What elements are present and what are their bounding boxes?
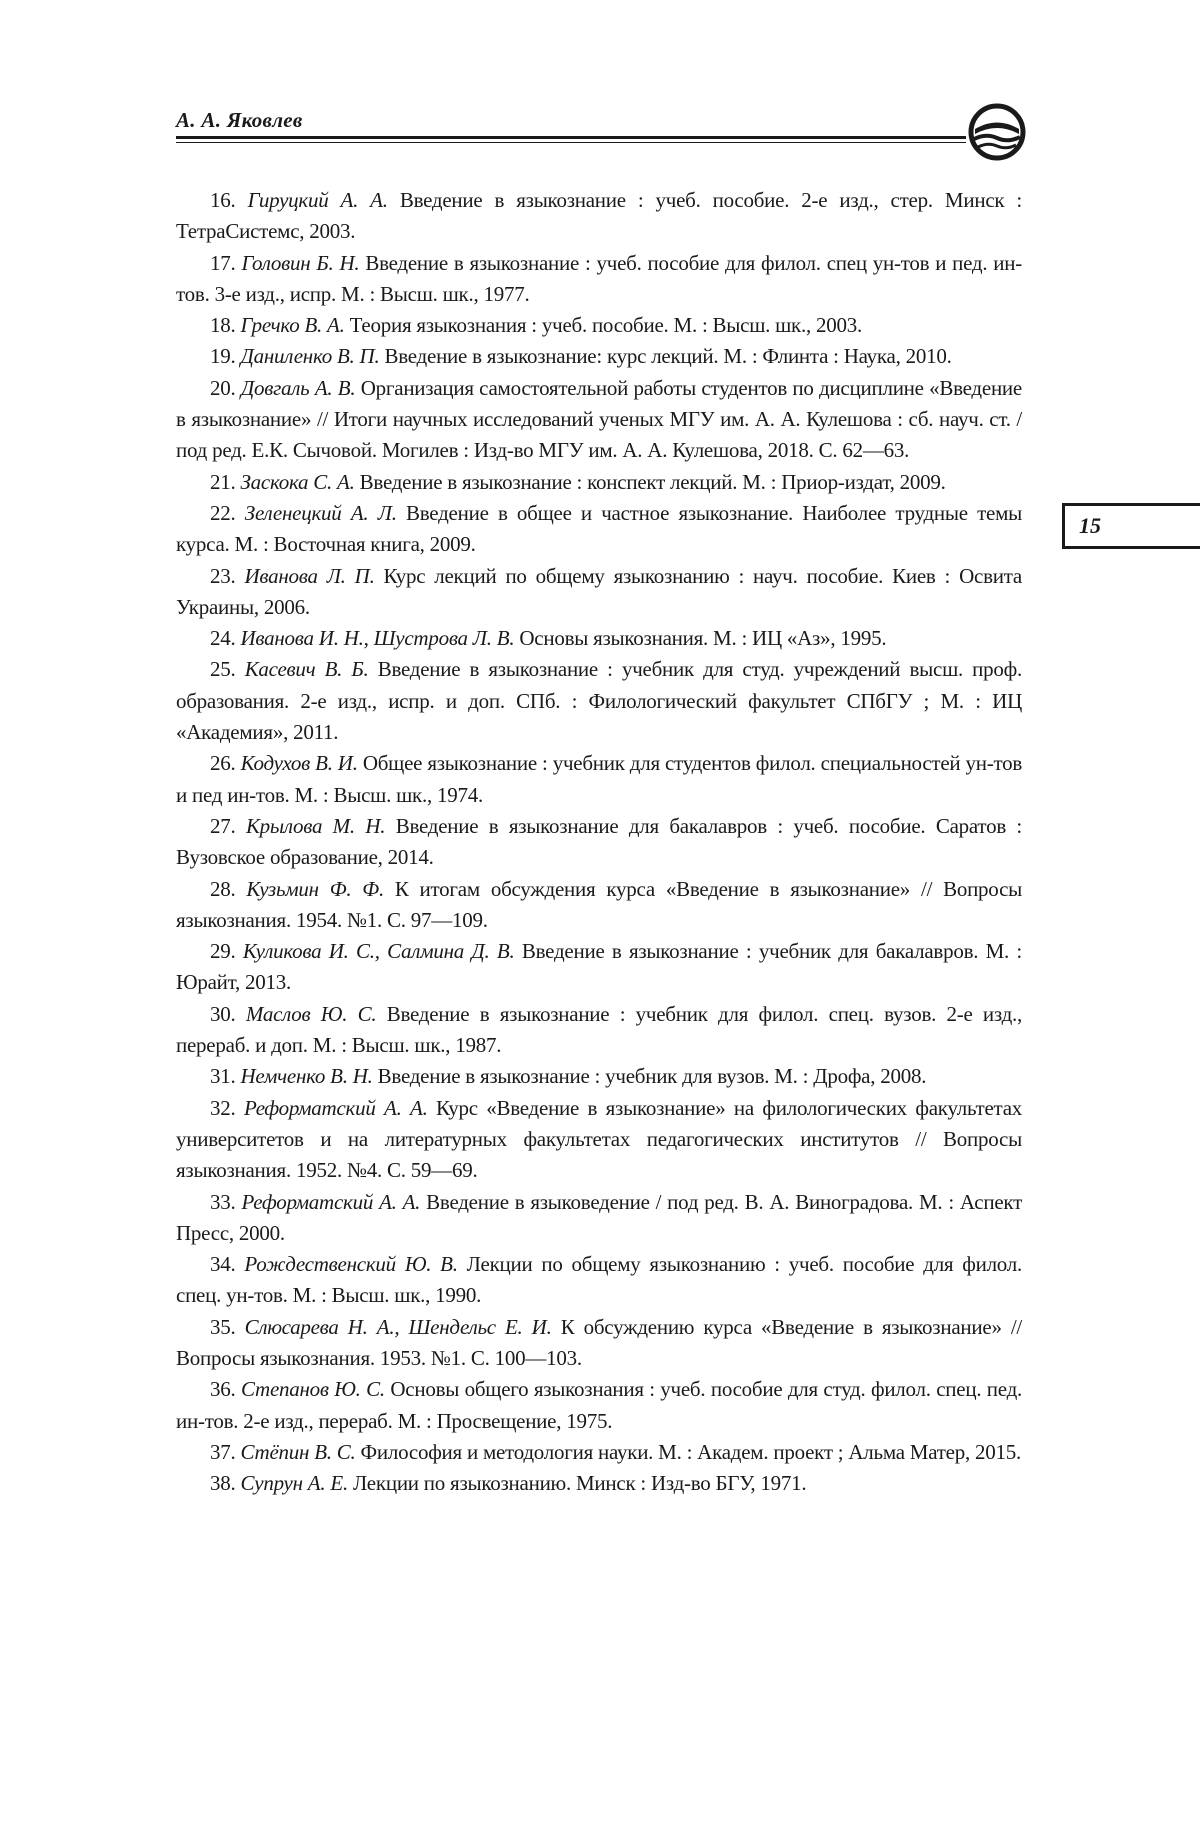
reference-number: 17. (210, 250, 236, 275)
reference-item (176, 561, 1022, 624)
reference-text: Введение в языкознание для бакалавров : учеб. пособие. Саратов : Вузовское образование, 2014. (176, 813, 1023, 870)
reference-number: 34. (210, 1252, 236, 1277)
reference-item (176, 373, 1022, 467)
reference-item (176, 341, 1022, 372)
reference-author: Даниленко В. П. (240, 344, 380, 369)
reference-number: 26. (210, 751, 236, 776)
reference-text: Введение в языкознание : учеб. пособие для филол. спец ун-тов и пед. ин-тов. 3-е изд., испр. М. : Высш. шк., 1977. (176, 250, 1023, 306)
reference-number: 18. (210, 313, 236, 338)
reference-item (176, 467, 1022, 498)
reference-item (176, 248, 1022, 311)
page-number-tab (1062, 503, 1200, 549)
reference-number: 35. (210, 1314, 236, 1339)
reference-author: Реформатский А. А. (241, 1189, 421, 1214)
reference-number: 36. (210, 1377, 236, 1402)
reference-number: 32. (210, 1095, 236, 1120)
reference-item (176, 623, 1022, 654)
reference-number: 37. (210, 1439, 236, 1464)
reference-list (176, 185, 1022, 1499)
reference-author: Заскока С. А. (240, 469, 355, 494)
publisher-logo-icon (966, 102, 1028, 162)
reference-text: Общее языкознание : учебник для студентов филол. специальностей ун-тов и пед ин-тов. М. : Высш. шк., 1974. (176, 751, 1023, 807)
reference-text: Лекции по языкознанию. Минск : Изд-во БГУ, 1971. (352, 1471, 807, 1496)
reference-number: 31. (210, 1064, 236, 1089)
reference-item (176, 310, 1022, 341)
reference-number: 28. (210, 876, 236, 901)
reference-number: 24. (210, 626, 236, 651)
reference-item (176, 936, 1022, 999)
reference-author: Слюсарева Н. А., Шендельс Е. И. (244, 1314, 552, 1339)
reference-author: Зеленецкий А. Л. (244, 500, 397, 525)
header-rule-thin (176, 142, 966, 143)
reference-item (176, 1374, 1022, 1437)
reference-text: Организация самостоятельной работы студентов по дисциплине «Введение в языкознание» // Итоги научных исследований ученых МГУ им. А. А. Кулешова : сб. науч. ст. / под ред. Е.К. Сычовой. Могилев : Изд-во МГУ им. А. А. Кулешова, 2018. С. 62—63. (176, 375, 1022, 463)
reference-author: Гречко В. А. (240, 313, 345, 338)
reference-author: Гируцкий А. А. (247, 188, 388, 212)
reference-number: 27. (210, 813, 236, 838)
reference-text: Введение в языкознание : учебник для филол. спец. вузов. 2-е изд., перераб. и доп. М. : Высш. шк., 1987. (176, 1001, 1023, 1058)
reference-author: Супрун А. Е. (240, 1471, 348, 1496)
reference-item (176, 874, 1022, 937)
reference-number: 16. (210, 188, 236, 212)
reference-item (176, 811, 1022, 874)
page-header (176, 102, 1024, 160)
reference-text: Курс «Введение в языкознание» на филологических факультетах университетов и на литературных факультетах педагогических институтов // Вопросы языкознания. 1952. №4. С. 59—69. (176, 1095, 1023, 1183)
reference-text: Введение в языковедение / под ред. В. А. Виноградова. М. : Аспект Пресс, 2000. (176, 1189, 1023, 1245)
reference-item (176, 1061, 1022, 1092)
reference-text: Введение в языкознание : конспект лекций. М. : Приор-издат, 2009. (359, 469, 946, 494)
reference-text: Основы языкознания. М. : ИЦ «Аз», 1995. (519, 626, 887, 651)
reference-number: 20. (210, 375, 236, 400)
reference-item (176, 1437, 1022, 1468)
reference-author: Иванова Л. П. (244, 563, 375, 588)
reference-number: 29. (210, 939, 236, 964)
reference-author: Иванова И. Н., Шустрова Л. В. (240, 626, 515, 651)
reference-author: Немченко В. Н. (240, 1064, 373, 1089)
reference-item (176, 1187, 1022, 1250)
reference-text: Введение в общее и частное языкознание. Наиболее трудные темы курса. М. : Восточная книга, 2009. (176, 500, 1023, 557)
reference-item (176, 1249, 1022, 1312)
reference-author: Стёпин В. С. (240, 1439, 356, 1464)
running-head: А. А. Яковлев (176, 108, 303, 132)
reference-text: Лекции по общему языкознанию : учеб. пособие для филол. спец. ун-тов. М. : Высш. шк., 1990. (176, 1252, 1023, 1308)
reference-author: Головин Б. Н. (241, 250, 360, 275)
reference-author: Кодухов В. И. (240, 751, 358, 776)
reference-number: 21. (210, 469, 236, 494)
reference-number: 33. (210, 1189, 236, 1214)
reference-number: 25. (210, 657, 236, 682)
reference-item (176, 1093, 1022, 1187)
reference-author: Кузьмин Ф. Ф. (246, 876, 384, 901)
reference-item (176, 1468, 1022, 1499)
reference-text: К обсуждению курса «Введение в языкознание» // Вопросы языкознания. 1953. №1. С. 100—103. (176, 1314, 1023, 1370)
reference-item (176, 654, 1022, 748)
reference-text: Введение в языкознание : учебник для бакалавров. М. : Юрайт, 2013. (176, 939, 1023, 995)
reference-text: К итогам обсуждения курса «Введение в языкознание» // Вопросы языкознания. 1954. №1. С. 97—109. (176, 876, 1023, 932)
reference-text: Основы общего языкознания : учеб. пособие для студ. филол. спец. пед. ин-тов. 2-е изд., перераб. М. : Просвещение, 1975. (176, 1377, 1023, 1433)
header-rule-thick (176, 136, 966, 139)
reference-author: Касевич В. Б. (244, 657, 369, 682)
reference-number: 30. (210, 1001, 236, 1026)
reference-item (176, 1312, 1022, 1375)
reference-number: 19. (210, 344, 236, 369)
reference-text: Теория языкознания : учеб. пособие. М. : Высш. шк., 2003. (349, 313, 863, 338)
reference-author: Реформатский А. А. (243, 1095, 428, 1120)
reference-author: Крылова М. Н. (245, 813, 386, 838)
reference-text: Введение в языкознание : учеб. пособие. 2-е изд., стер. Минск : ТетраСистемс, 2003. (176, 188, 1023, 244)
reference-text: Введение в языкознание : учебник для вузов. М. : Дрофа, 2008. (377, 1064, 927, 1089)
reference-number: 23. (210, 563, 236, 588)
reference-item (176, 498, 1022, 561)
reference-text: Введение в языкознание : учебник для студ. учреждений высш. проф. образования. 2-е изд., испр. и доп. СПб. : Филологический факультет СПбГУ ; М. : ИЦ «Академия», 2011. (176, 657, 1023, 745)
reference-author: Куликова И. С., Салмина Д. В. (242, 939, 515, 964)
reference-number: 38. (210, 1471, 236, 1496)
reference-text: Введение в языкознание: курс лекций. М. : Флинта : Наука, 2010. (384, 344, 952, 369)
reference-author: Маслов Ю. С. (245, 1001, 377, 1026)
reference-author: Рождественский Ю. В. (244, 1252, 458, 1277)
reference-item (176, 999, 1022, 1062)
reference-author: Довгаль А. В. (240, 375, 356, 400)
reference-item (176, 185, 1022, 248)
reference-text: Курс лекций по общему языкознанию : науч. пособие. Киев : Освита Украины, 2006. (176, 563, 1023, 619)
reference-text: Философия и методология науки. М. : Академ. проект ; Альма Матер, 2015. (360, 1439, 1021, 1464)
page-number: 15 (1079, 513, 1101, 538)
reference-item (176, 748, 1022, 811)
reference-author: Степанов Ю. С. (240, 1377, 385, 1402)
reference-number: 22. (210, 500, 236, 525)
